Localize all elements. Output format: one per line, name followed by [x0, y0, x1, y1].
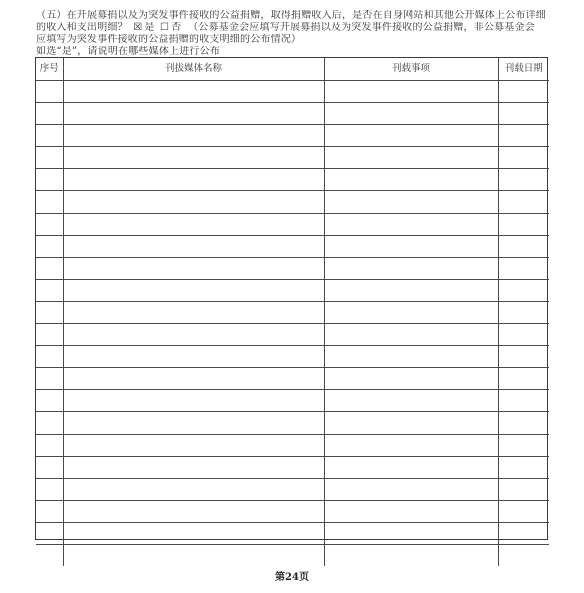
item-cell[interactable]	[324, 147, 498, 169]
item-cell[interactable]	[324, 125, 498, 147]
table-row	[36, 213, 549, 235]
item-cell[interactable]	[324, 500, 498, 522]
seq-cell[interactable]	[36, 544, 63, 566]
question-line-2	[36, 22, 576, 34]
table-row	[36, 257, 549, 279]
question-line-1: （五）在开展募捐以及为突发事件接收的公益捐赠，取得捐赠收入后，是否在自身网站和其他公开媒体上公布详细	[36, 10, 546, 21]
table-row	[36, 346, 549, 368]
table-row	[36, 478, 549, 500]
media-name-cell[interactable]	[63, 544, 324, 566]
seq-cell[interactable]	[36, 147, 63, 169]
option-yes-label: 是	[144, 22, 155, 33]
item-cell[interactable]	[324, 478, 498, 500]
media-name-cell[interactable]	[63, 81, 324, 103]
table-row	[36, 544, 549, 566]
date-cell[interactable]	[498, 279, 549, 301]
item-cell[interactable]	[324, 213, 498, 235]
media-name-cell[interactable]	[63, 235, 324, 257]
media-name-cell[interactable]	[63, 125, 324, 147]
seq-cell[interactable]	[36, 478, 63, 500]
item-cell[interactable]	[324, 456, 498, 478]
media-name-cell[interactable]	[63, 412, 324, 434]
media-name-cell[interactable]	[63, 103, 324, 125]
seq-cell[interactable]	[36, 279, 63, 301]
table-row	[36, 103, 549, 125]
item-cell[interactable]	[324, 412, 498, 434]
media-name-cell[interactable]	[63, 324, 324, 346]
date-cell[interactable]	[498, 103, 549, 125]
item-cell[interactable]	[324, 81, 498, 103]
table-row	[36, 434, 549, 456]
date-cell[interactable]	[498, 522, 549, 544]
media-table	[36, 58, 549, 566]
table-row	[36, 500, 549, 522]
header-item: 刊载事项	[324, 58, 498, 81]
media-name-cell[interactable]	[63, 478, 324, 500]
date-cell[interactable]	[498, 191, 549, 213]
seq-cell[interactable]	[36, 125, 63, 147]
item-cell[interactable]	[324, 434, 498, 456]
table-row	[36, 301, 549, 323]
seq-cell[interactable]	[36, 346, 63, 368]
date-cell[interactable]	[498, 368, 549, 390]
date-cell[interactable]	[498, 346, 549, 368]
table-header-row	[36, 58, 549, 81]
date-cell[interactable]	[498, 324, 549, 346]
seq-cell[interactable]	[36, 235, 63, 257]
header-seq: 序号	[36, 58, 63, 81]
table-row	[36, 81, 549, 103]
table-row	[36, 324, 549, 346]
question-note: （公募基金会应填写开展募捐以及为突发事件接收的公益捐赠，非公募基金会	[188, 22, 535, 33]
seq-cell[interactable]	[36, 257, 63, 279]
item-cell[interactable]	[324, 346, 498, 368]
seq-cell[interactable]	[36, 390, 63, 412]
seq-cell[interactable]	[36, 324, 63, 346]
seq-cell[interactable]	[36, 522, 63, 544]
seq-cell[interactable]	[36, 368, 63, 390]
date-cell[interactable]	[498, 81, 549, 103]
date-cell[interactable]	[498, 390, 549, 412]
media-name-cell[interactable]	[63, 500, 324, 522]
item-cell[interactable]	[324, 103, 498, 125]
table-row	[36, 412, 549, 434]
media-name-cell[interactable]	[63, 279, 324, 301]
item-cell[interactable]	[324, 324, 498, 346]
question-line-2-text: 的收入和支出明细？	[36, 22, 128, 33]
media-name-cell[interactable]	[63, 169, 324, 191]
checkbox-no[interactable]: ☐	[159, 22, 170, 33]
media-name-cell[interactable]	[63, 390, 324, 412]
header-media-name: 刊拔媒体名称	[63, 58, 324, 81]
date-cell[interactable]	[498, 301, 549, 323]
item-cell[interactable]	[324, 368, 498, 390]
date-cell[interactable]	[498, 235, 549, 257]
date-cell[interactable]	[498, 500, 549, 522]
table-row	[36, 169, 549, 191]
date-cell[interactable]	[498, 125, 549, 147]
media-name-cell[interactable]	[63, 346, 324, 368]
media-name-cell[interactable]	[63, 301, 324, 323]
item-cell[interactable]	[324, 169, 498, 191]
date-cell[interactable]	[498, 169, 549, 191]
date-cell[interactable]	[498, 147, 549, 169]
table-row	[36, 235, 549, 257]
seq-cell[interactable]	[36, 81, 63, 103]
seq-cell[interactable]	[36, 191, 63, 213]
item-cell[interactable]	[324, 390, 498, 412]
date-cell[interactable]	[498, 412, 549, 434]
date-cell[interactable]	[498, 456, 549, 478]
item-cell[interactable]	[324, 191, 498, 213]
table-row	[36, 456, 549, 478]
item-cell[interactable]	[324, 279, 498, 301]
item-cell[interactable]	[324, 522, 498, 544]
item-cell[interactable]	[324, 257, 498, 279]
checkbox-yes-checked[interactable]: ☒	[133, 22, 143, 33]
date-cell[interactable]	[498, 434, 549, 456]
option-no-label: 否	[171, 22, 182, 33]
media-name-cell[interactable]	[63, 257, 324, 279]
seq-cell[interactable]	[36, 500, 63, 522]
table-row	[36, 125, 549, 147]
seq-cell[interactable]	[36, 213, 63, 235]
table-row	[36, 191, 549, 213]
table-row	[36, 279, 549, 301]
item-cell[interactable]	[324, 235, 498, 257]
table-row	[36, 390, 549, 412]
table-row	[36, 522, 549, 544]
media-name-cell[interactable]	[63, 213, 324, 235]
media-name-cell[interactable]	[63, 434, 324, 456]
question-line-4: 如选“是”，请说明在哪些媒体上进行公布	[36, 46, 221, 57]
seq-cell[interactable]	[36, 412, 63, 434]
media-name-cell[interactable]	[63, 368, 324, 390]
header-date: 刊载日期	[498, 58, 549, 81]
item-cell[interactable]	[324, 544, 498, 566]
date-cell[interactable]	[498, 478, 549, 500]
table-body	[36, 81, 549, 567]
media-name-cell[interactable]	[63, 191, 324, 213]
seq-cell[interactable]	[36, 434, 63, 456]
seq-cell[interactable]	[36, 169, 63, 191]
media-name-cell[interactable]	[63, 522, 324, 544]
table-row	[36, 368, 549, 390]
page-number: 第24页	[275, 572, 309, 583]
seq-cell[interactable]	[36, 103, 63, 125]
seq-cell[interactable]	[36, 456, 63, 478]
item-cell[interactable]	[324, 301, 498, 323]
date-cell[interactable]	[498, 257, 549, 279]
question-line-3: 应填写为突发事件接收的公益捐赠的收支明细的公布情况）	[36, 34, 302, 45]
seq-cell[interactable]	[36, 301, 63, 323]
date-cell[interactable]	[498, 213, 549, 235]
media-disclosure-table	[35, 57, 548, 540]
date-cell[interactable]	[498, 544, 549, 566]
media-name-cell[interactable]	[63, 456, 324, 478]
table-row	[36, 147, 549, 169]
disclosure-question	[36, 10, 576, 58]
media-name-cell[interactable]	[63, 147, 324, 169]
